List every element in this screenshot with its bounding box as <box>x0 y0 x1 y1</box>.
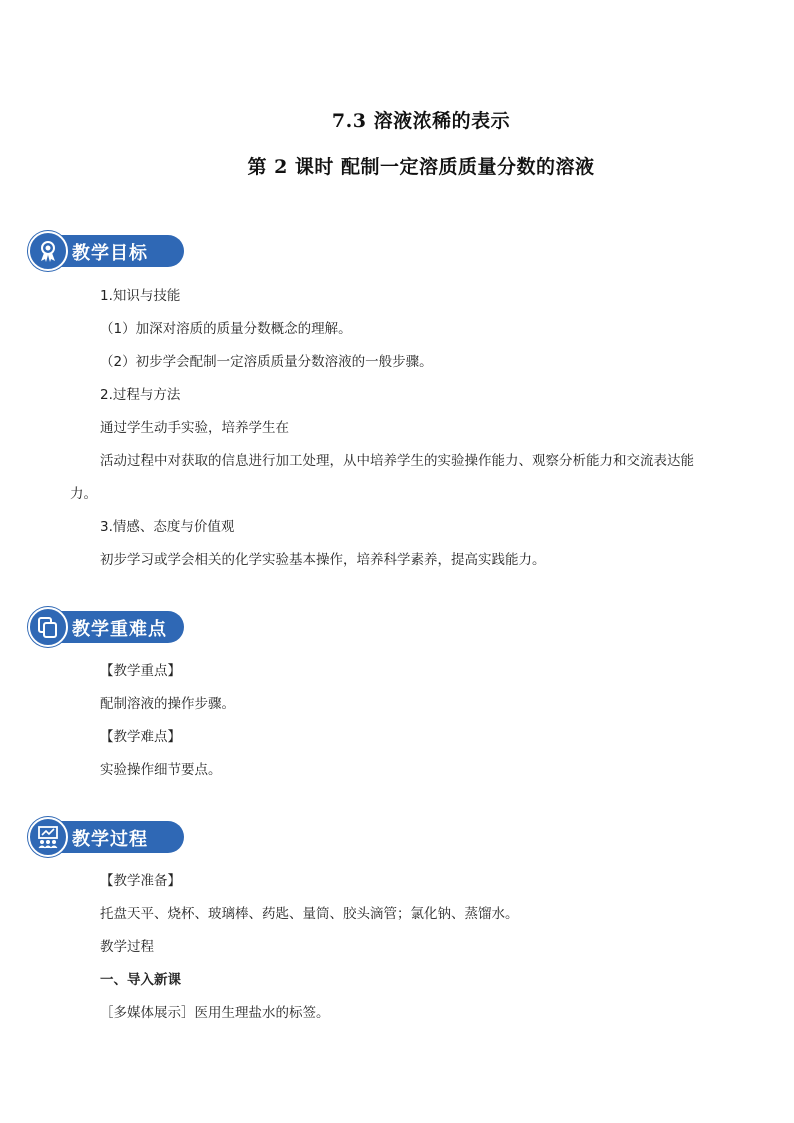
text-line: 【教学重点】 <box>100 663 181 679</box>
section-icon-badge <box>28 231 68 271</box>
section-header-key-points <box>28 607 188 647</box>
text-line: 托盘天平、烧杯、玻璃棒、药匙、量筒、胶头滴管；氯化钠、蒸馏水。 <box>100 906 519 922</box>
section-title: 教学过程 <box>72 829 148 850</box>
text-line: 1.知识与技能 <box>100 288 181 304</box>
text-line: 【教学准备】 <box>100 873 181 889</box>
section-title: 教学重难点 <box>72 619 167 640</box>
award-icon <box>36 239 60 263</box>
text-line: 配制溶液的操作步骤。 <box>100 696 235 712</box>
text-line: 初步学习或学会相关的化学实验基本操作，培养科学素养，提高实践能力。 <box>100 552 546 568</box>
section-header-objectives <box>28 231 188 271</box>
text-line: 活动过程中对获取的信息进行加工处理，从中培养学生的实验操作能力、观察分析能力和交流表达能 <box>100 453 694 469</box>
section-icon-badge <box>28 607 68 647</box>
text-line: 【教学难点】 <box>100 729 181 745</box>
lesson-subtitle: 第 2 课时 配制一定溶质质量分数的溶液 <box>247 156 595 178</box>
lesson-title: 7.3 溶液浓稀的表示 <box>331 110 511 132</box>
section-icon-badge <box>28 817 68 857</box>
text-line: 3.情感、态度与价值观 <box>100 519 235 535</box>
text-line-heading: 一、导入新课 <box>100 972 181 988</box>
text-line: 2.过程与方法 <box>100 387 181 403</box>
presentation-icon <box>36 825 60 849</box>
text-line: 力。 <box>70 486 97 502</box>
copy-icon <box>36 615 60 639</box>
text-line: 教学过程 <box>100 939 154 955</box>
text-line: （2）初步学会配制一定溶质质量分数溶液的一般步骤。 <box>100 354 433 370</box>
text-line: （1）加深对溶质的质量分数概念的理解。 <box>100 321 352 337</box>
text-line: 通过学生动手实验，培养学生在 <box>100 420 289 436</box>
section-header-process <box>28 817 188 857</box>
text-line: ［多媒体展示］医用生理盐水的标签。 <box>100 1005 330 1021</box>
section-title: 教学目标 <box>72 243 148 264</box>
text-line: 实验操作细节要点。 <box>100 762 222 778</box>
